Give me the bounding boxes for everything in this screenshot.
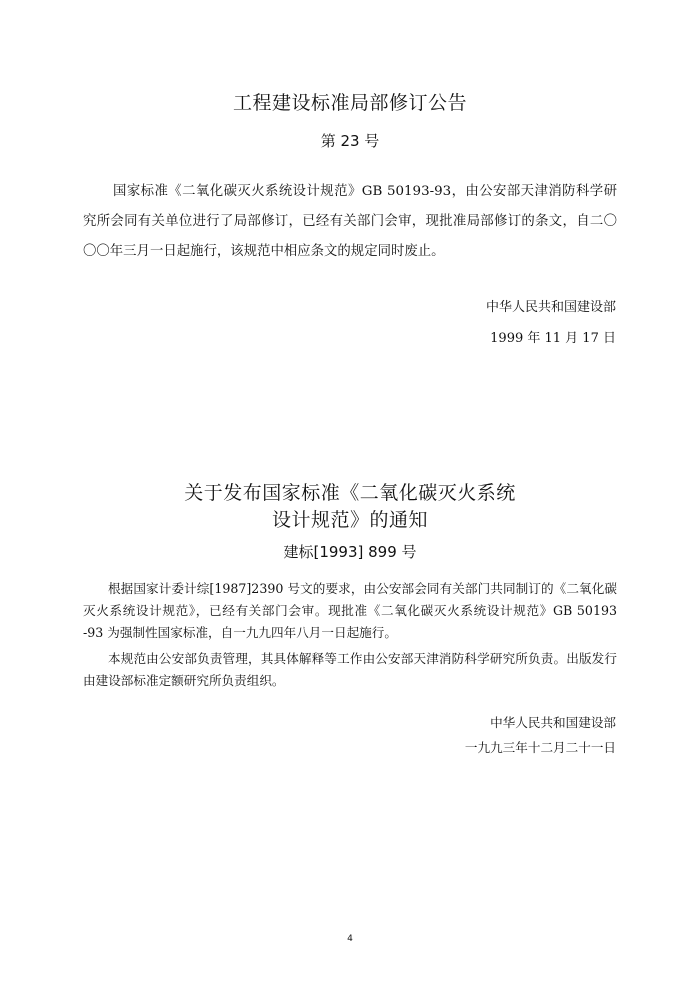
notice-paragraph-2: 本规范由公安部负责管理，其具体解释等工作由公安部天津消防科学研究所负责。出版发行由建设部标准定额研究所负责组织。 (83, 651, 617, 688)
announcement-issuer: 中华人民共和国建设部 (485, 300, 616, 315)
page-number: 4 (347, 934, 353, 944)
announcement-title: 工程建设标准局部修订公告 (232, 92, 467, 114)
notice-title-line2: 设计规范》的通知 (271, 509, 428, 531)
notice-issuer: 中华人民共和国建设部 (490, 715, 616, 730)
announcement-body: 国家标准《二氧化碳灭火系统设计规范》GB 50193-93，由公安部天津消防科学研究所会同有关单位进行了局部修订，已经有关部门会审，现批准局部修订的条文，自二〇〇〇年三月一日起施行，该规范中相应条文的规定同时废止。 (83, 184, 617, 259)
notice-date: 一九九三年十二月二十一日 (464, 740, 616, 755)
notice-title-line1: 关于发布国家标准《二氧化碳灭火系统 (184, 482, 516, 504)
announcement-number: 第 23 号 (320, 132, 380, 150)
notice-paragraph-1: 根据国家计委计综[1987]2390 号文的要求，由公安部会同有关部门共同制订的《二氧化碳灭火系统设计规范》，已经有关部门会审。现批准《二氧化碳灭火系统设计规范》GB 50193 -93 为强制性国家标准，自一九九四年八月一日起施行。 (83, 581, 617, 640)
notice-number: 建标[1993] 899 号 (283, 543, 417, 561)
announcement-date: 1999 年 11 月 17 日 (490, 331, 616, 346)
